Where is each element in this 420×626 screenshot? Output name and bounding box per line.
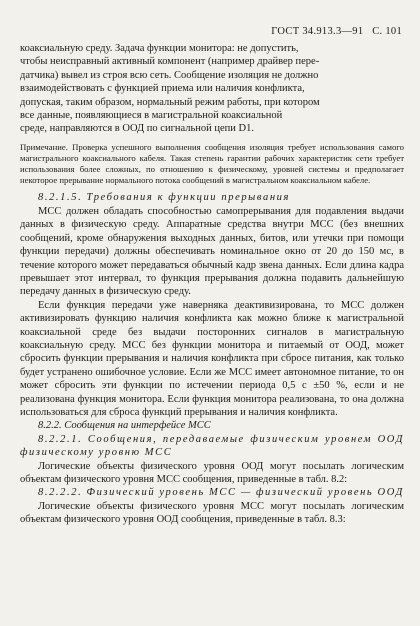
section-8-2-2-title: 8.2.2. Сообщения на интерфейсе МСС: [38, 420, 211, 432]
paragraph-mau-messages: Логические объекты физического уровня МСС могут посылать логическим объектам физического уровня ООД сообщения, приведенные в табл. 8.3:: [20, 500, 404, 526]
note-isolation-check: Примечание. Проверка успешного выполнения сообщения изоляция требует использования самого магистрального коаксиального кабеля. Такая степень гарантии рабочих характеристик сети требует использования более сложных, по отношению к физическому, уровней системы и предполагает некоторое прерывание нормального потока сообщений в магистральном коаксиальном кабеле.: [20, 141, 404, 185]
paragraph-dte-messages: Логические объекты физического уровня ООД могут посылать логическим объектам физического уровня МСС сообщения, приведенные в табл. 8.2:: [20, 460, 404, 485]
paragraph-monitor-function: коаксиальную среду. Задача функции монитора: не допустить, чтобы неисправный активный компонент (например драйвер пере- датчика) вывел из строя всю сеть. Сообщение изоляция не должно взаимодействовать с функцией приема или наличия конфликта, допуская, таким образом, нормальный режим работы, при котором все данные, появляющиеся в магистральной коаксиальной среде, направляются в ООД по сигнальной цепи D1.: [20, 43, 320, 135]
page-header: [271, 26, 402, 37]
section-8-2-2-1-title: 8.2.2.1. Сообщения, передаваемые физическим уровнем ООД физическому уровню МСС: [20, 433, 404, 459]
document-body: [20, 42, 404, 527]
paragraph-collision-activation: Если функция передачи уже наверняка деактивизирована, то МСС должен активизировать функцию наличия конфликта как можно ближе к магистральной коаксиальной среде без выдачи посторонних сигналов в магистральную коаксиальную среду. МСС без функции монитора и питаемый от ООД, может сбросить функции прерывания и наличия конфликта при сбросе питания, как только будет устранено ошибочное условие. Если же МСС имеет автономное питание, то он может сбросить эти функции по истечении периода 0,5 с ±50 %, если и не реализована функция монитора. Если функция монитора реализована, то она должна использоваться для сброса функций прерывания и наличия конфликта.: [20, 299, 404, 418]
standard-number: ГОСТ 34.913.3—91: [271, 26, 364, 37]
section-8-2-2-2-title: 8.2.2.2. Физический уровень МСС — физический уровень ООД: [38, 487, 404, 499]
page-number: С. 101: [372, 26, 402, 37]
section-8-2-1-5-title: 8.2.1.5. Требования к функции прерывания: [38, 192, 290, 204]
paragraph-self-interrupt: МСС должен обладать способностью самопрерывания для подавления выдачи данных в физическую среду. Аппаратные средства внутри МСС (без внешних сообщений, кроме обнаружения выходных данных, битов, или утечки при помощи функции передачи) должны обеспечивать номинальное окно от 20 до 150 мс, в течение которого может передаваться обычный кадр звена данных. Если длина кадра превышает этот интервал, то функция прерывания должна подавить дальнейшую передачу данных в физическую среду.: [20, 205, 404, 298]
